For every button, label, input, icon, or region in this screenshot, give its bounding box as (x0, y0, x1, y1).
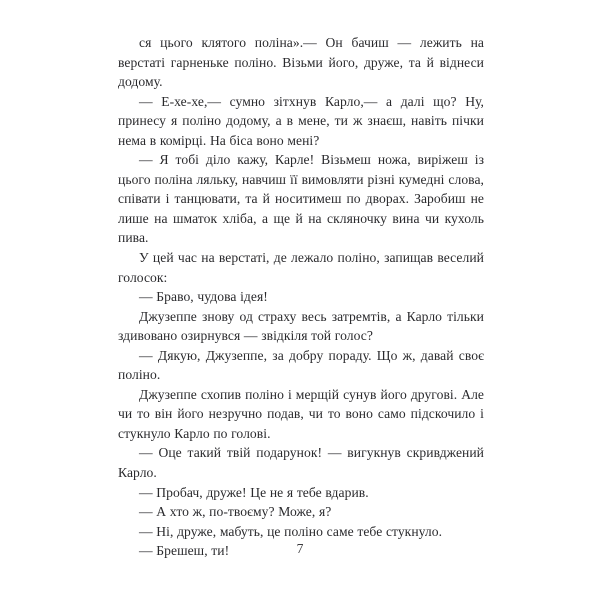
paragraph: — Дякую, Джузеппе, за добру пораду. Що ж, давай своє поліно. (118, 347, 484, 383)
page-number: 7 (296, 541, 304, 556)
page-text-block (118, 33, 484, 561)
paragraph: — Е-хе-хе,— сумно зітхнув Карло,— а далі що? Ну, принесу я поліно додому, а в мене, ти ж знаєш, навіть пічки нема в комірці. На біса воно мені? (118, 93, 484, 148)
paragraph: — Оце такий твій подарунок! — вигукнув скривджений Карло. (118, 445, 484, 481)
dialogue-line: — Браво, чудова ідея! (139, 289, 268, 305)
paragraph: У цей час на верстаті, де лежало поліно, запищав веселий голосок: (118, 250, 484, 285)
dialogue-line: — А хто ж, по-твоєму? Може, я? (139, 504, 332, 520)
dialogue-line: — Пробач, друже! Це не я тебе вдарив. (139, 484, 369, 500)
paragraph: ся цього клятого поліна».— Он бачиш — лежить на верстаті гарненьке поліно. Візьми його, друже, та й віднеси додому. (118, 35, 484, 90)
paragraph: — Я тобі діло кажу, Карле! Візьмеш ножа, виріжеш із цього поліна ляльку, навчиш її вимовляти різні кумедні слова, співати і танцювати, та й носитимеш по дворах. Заробиш не лише на шматок хліба, а ще й на скляночку вина чи кухоль пива. (118, 152, 484, 246)
paragraph: Джузеппе схопив поліно і мерщій сунув його другові. Але чи то він його незручно подав, чи то воно само підскочило і стукнуло Карло по голові. (118, 386, 484, 441)
dialogue-line: — Ні, друже, мабуть, це поліно саме тебе стукнуло. (139, 523, 443, 539)
paragraph: Джузеппе знову од страху весь затремтів, а Карло тільки здивовано озирнувся — звідкіля той голос? (118, 308, 484, 344)
dialogue-line: — Брешеш, ти! (139, 543, 230, 559)
